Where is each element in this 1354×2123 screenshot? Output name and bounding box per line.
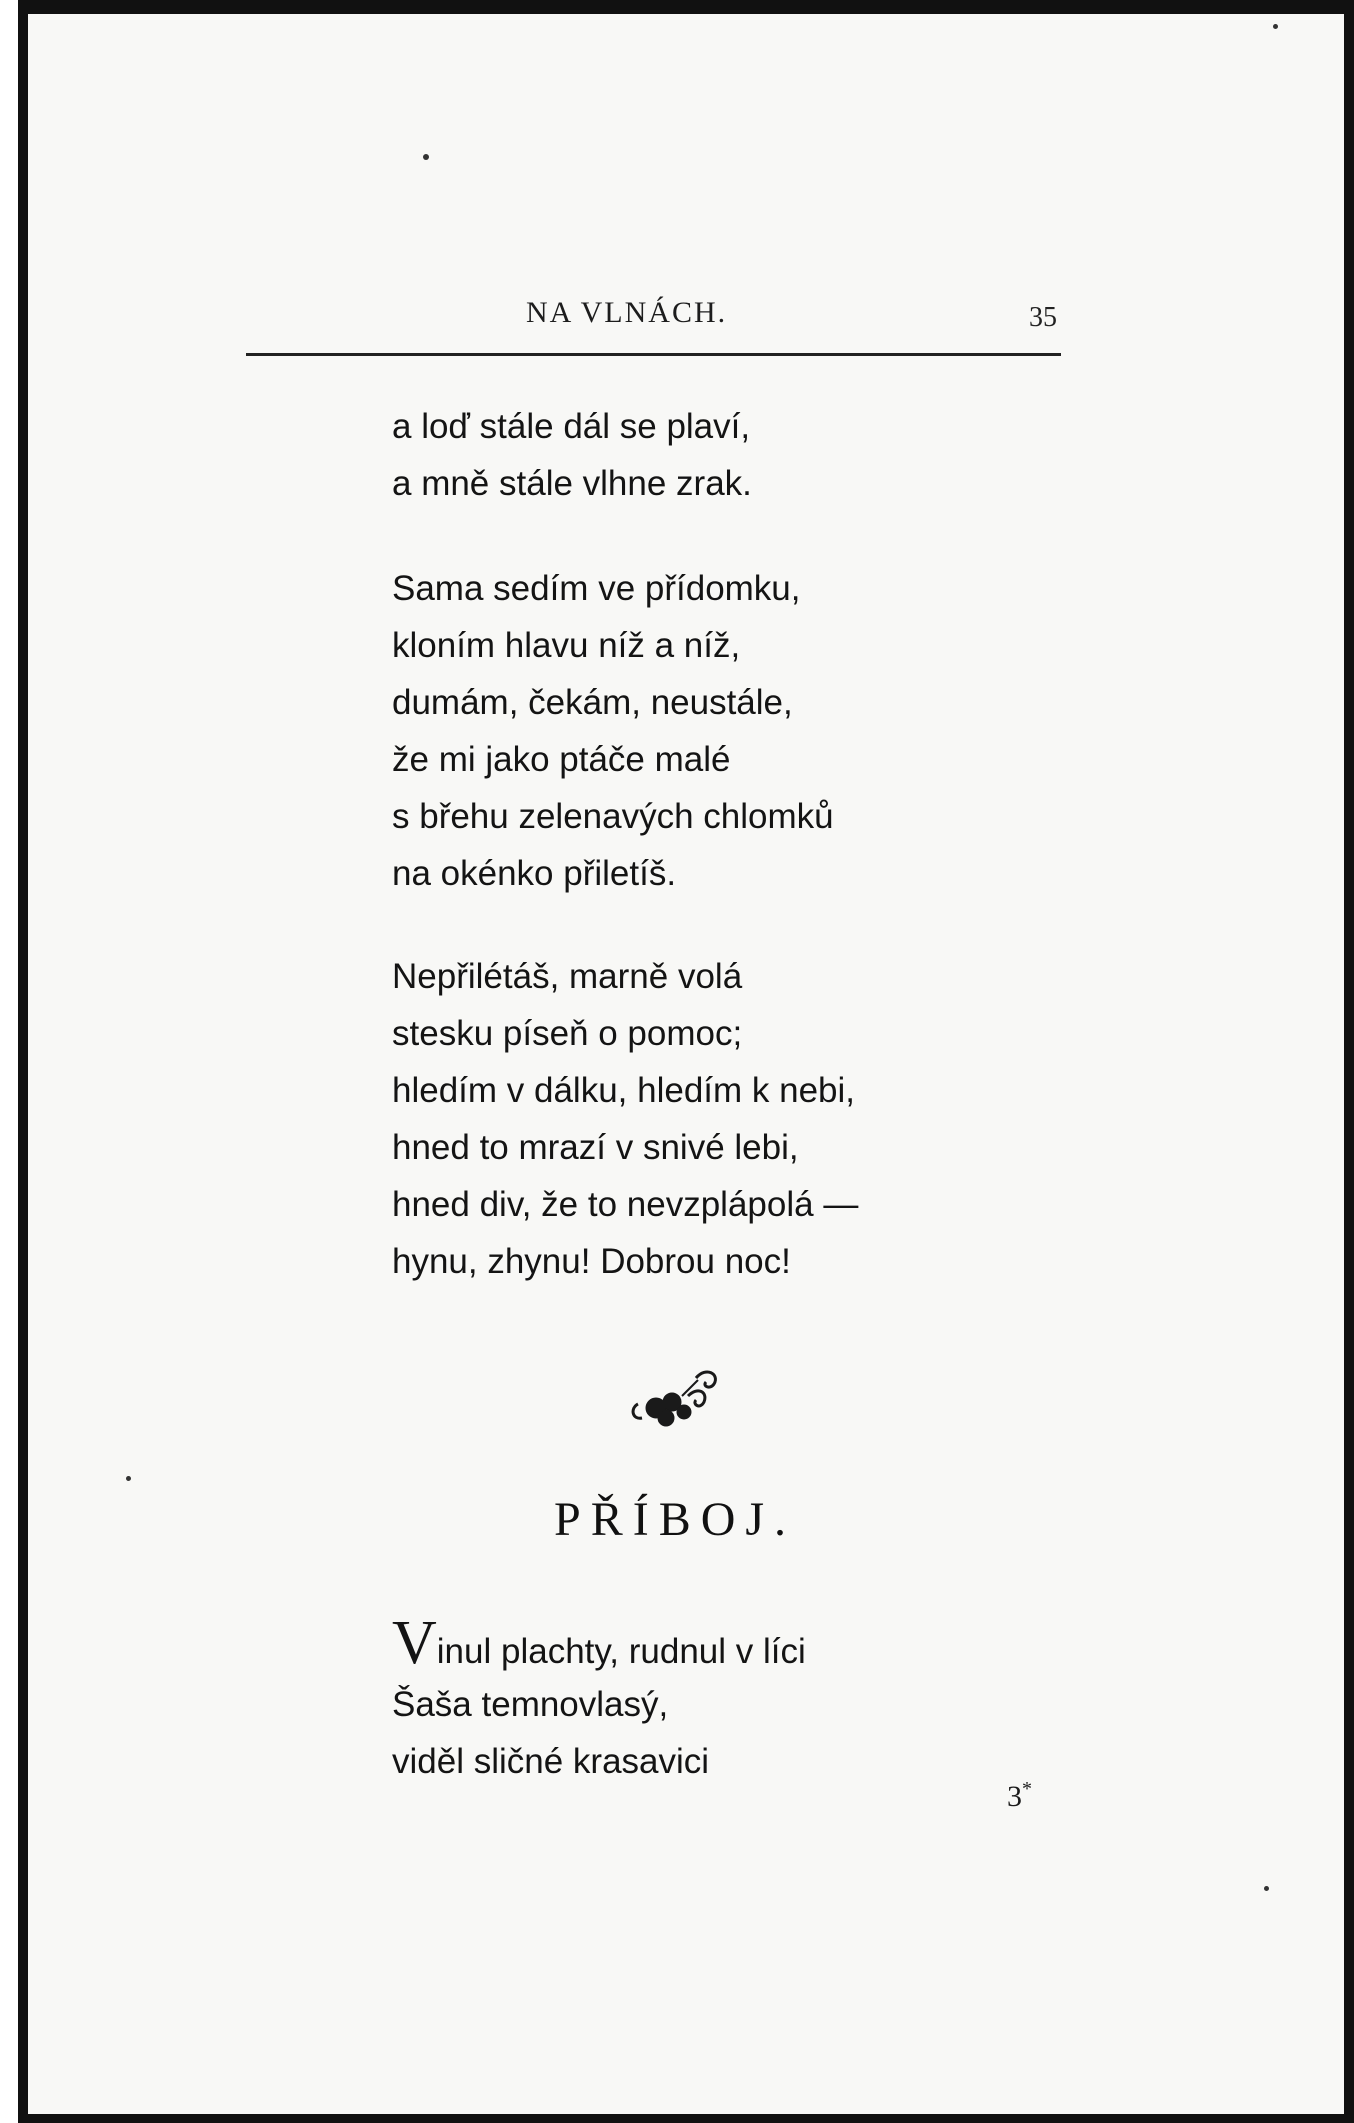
- poem-line: s břehu zelenavých chlomků: [392, 797, 834, 836]
- poem-line: že mi jako ptáče malé: [392, 740, 731, 779]
- paper-speck: [126, 1476, 131, 1481]
- poem-line: stesku píseň o pomoc;: [392, 1014, 743, 1053]
- poem-line: hned to mrazí v snivé lebi,: [392, 1128, 799, 1167]
- section-title: PŘÍBOJ.: [554, 1493, 797, 1546]
- poem-line: hynu, zhynu! Dobrou noc!: [392, 1242, 791, 1281]
- floral-fleuron-icon: [626, 1356, 726, 1436]
- paper-speck: [1264, 1886, 1269, 1891]
- poem-line: a mně stále vlhne zrak.: [392, 464, 752, 503]
- poem-line: na okénko přiletíš.: [392, 854, 677, 893]
- poem-line: hned div, že to nevzplápolá —: [392, 1185, 859, 1224]
- poem-stanza-2: [392, 560, 1112, 902]
- poem-line: hledím v dálku, hledím k nebi,: [392, 1071, 856, 1110]
- paper-speck: [1273, 24, 1278, 29]
- poem-line-rest: inul plachty, rudnul v líci: [436, 1632, 806, 1671]
- poem-line: a loď stále dál se plaví,: [392, 407, 751, 446]
- signature-number: 3: [1007, 1780, 1022, 1813]
- poem-line: Šaša temnovlasý,: [392, 1685, 669, 1724]
- poem-line: dumám, čekám, neustále,: [392, 683, 793, 722]
- binding-line: [18, 0, 28, 2123]
- poem-line: Sama sedím ve přídomku,: [392, 569, 801, 608]
- poem-line: viděl sličné krasavici: [392, 1742, 710, 1781]
- poem-line: Nepřilétáš, marně volá: [392, 957, 743, 996]
- header-rule: [246, 353, 1061, 356]
- poem-line: kloním hlavu níž a níž,: [392, 626, 741, 665]
- page-number: 35: [1029, 302, 1057, 333]
- running-header: [246, 292, 1061, 356]
- signature-mark: [1007, 1778, 1032, 1814]
- poem-first-line: [392, 1609, 1112, 1677]
- drop-cap: V: [392, 1609, 437, 1677]
- signature-star: *: [1022, 1778, 1032, 1800]
- poem-stanza-1: [392, 398, 1112, 512]
- paper-speck: [423, 154, 429, 160]
- header-title: NA VLNÁCH.: [526, 296, 728, 329]
- poem-stanza-4: [392, 1609, 1112, 1790]
- poem-stanza-3: [392, 948, 1112, 1290]
